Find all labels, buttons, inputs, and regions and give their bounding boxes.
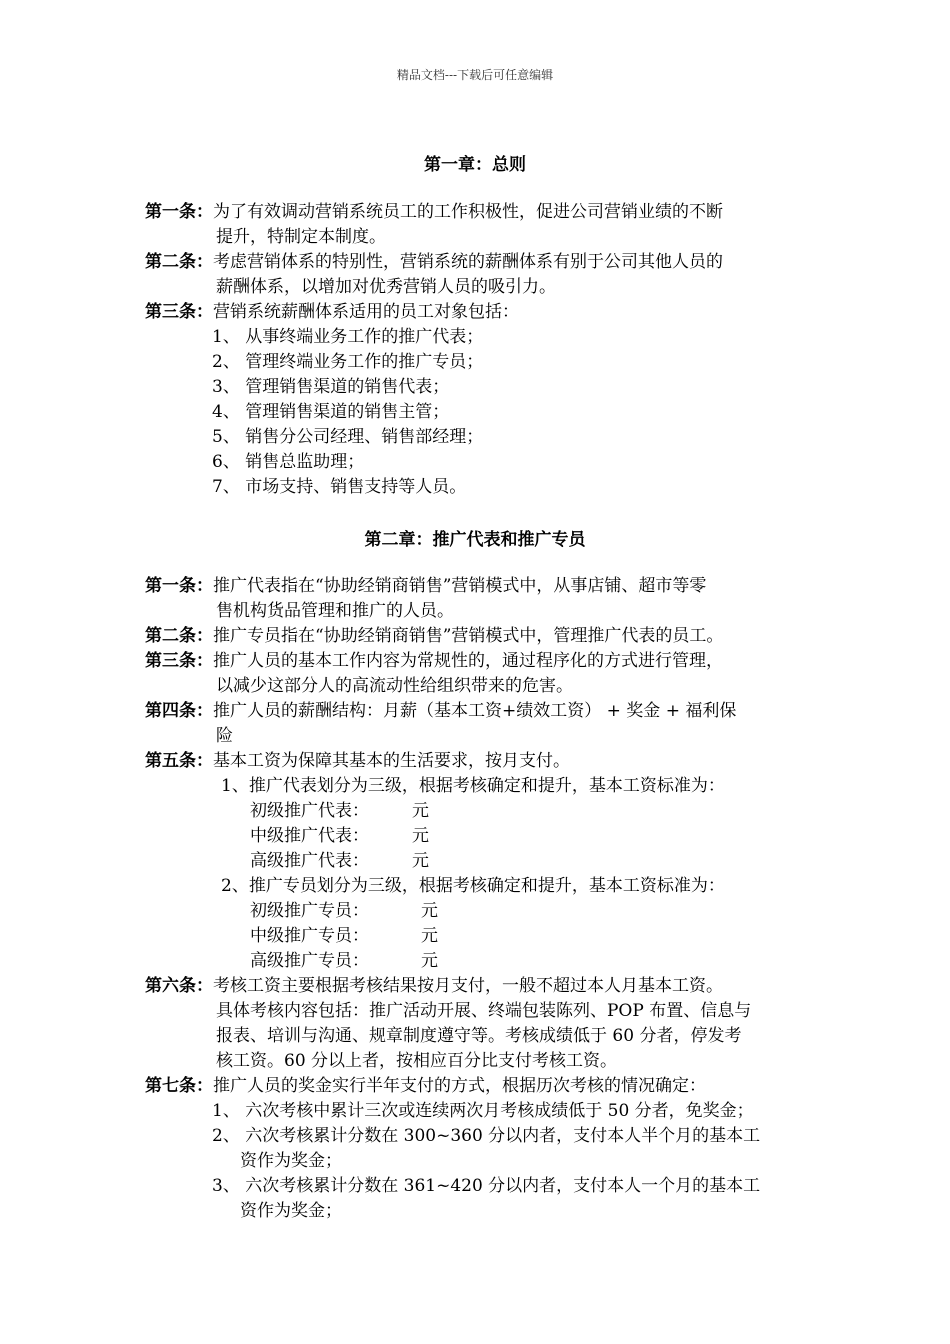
list-item: 1、 从事终端业务工作的推广代表；: [212, 327, 484, 347]
salary-grade: 高级推广专员：: [250, 951, 369, 971]
c2-article-6-line-3: 报表、培训与沟通、规章制度遵守等。考核成绩低于 60 分者，停发考: [216, 1026, 742, 1046]
c2-article-5-line-1: [145, 750, 570, 772]
salary-unit: 元: [421, 951, 438, 971]
article-label: 第五条：: [145, 751, 213, 771]
article-text: 推广专员指在“协助经销商销售”营销模式中，管理推广代表的员工。: [213, 626, 724, 646]
list-item-continuation: 资作为奖金；: [240, 1201, 342, 1221]
article-label: 第一条：: [145, 576, 213, 596]
list-item: 2、 管理终端业务工作的推广专员；: [212, 352, 484, 372]
salary-row: [250, 925, 369, 947]
article-1-line-1: [145, 201, 723, 223]
article-label: 第三条：: [145, 302, 213, 322]
c2-article-6-line-4: 核工资。60 分以上者，按相应百分比支付考核工资。: [216, 1051, 618, 1071]
c2-article-2-line-1: [145, 625, 723, 647]
article-label: 第七条：: [145, 1076, 213, 1096]
list-item: 6、 销售总监助理；: [212, 452, 365, 472]
article-label: 第二条：: [145, 626, 213, 646]
list-item: 7、 市场支持、销售支持等人员。: [212, 477, 467, 497]
c2-article-1-line-2: 售机构货品管理和推广的人员。: [216, 601, 454, 621]
c2-article-4-line-2: 险: [216, 726, 233, 746]
salary-grade: 初级推广代表：: [250, 801, 369, 821]
salary-grade: 高级推广代表：: [250, 851, 369, 871]
list-item: 4、 管理销售渠道的销售主管；: [212, 402, 450, 422]
salary-row: [250, 950, 369, 972]
c2-article-6-line-2: 具体考核内容包括：推广活动开展、终端包装陈列、POP 布置、信息与: [216, 1001, 752, 1021]
c2-article-6-line-1: [145, 975, 723, 997]
article-1-line-2: 提升，特制定本制度。: [216, 227, 386, 247]
salary-row: [250, 900, 369, 922]
article-label: 第六条：: [145, 976, 213, 996]
salary-unit: 元: [421, 901, 438, 921]
list-item: 3、 管理销售渠道的销售代表；: [212, 377, 450, 397]
salary-unit: 元: [412, 801, 429, 821]
salary-unit: 元: [412, 826, 429, 846]
c2-article-7-line-1: [145, 1075, 706, 1097]
article-text: 为了有效调动营销系统员工的工作积极性，促进公司营销业绩的不断: [213, 202, 723, 222]
c2-article-3-line-2: 以减少这部分人的高流动性给组织带来的危害。: [216, 676, 573, 696]
article-text: 基本工资为保障其基本的生活要求，按月支付。: [213, 751, 570, 771]
article-label: 第一条：: [145, 202, 213, 222]
list-item: 1、 六次考核中累计三次或连续两次月考核成绩低于 50 分者，免奖金；: [212, 1101, 754, 1121]
salary-unit: 元: [421, 926, 438, 946]
chapter-2-title: 第二章：推广代表和推广专员: [364, 530, 586, 550]
article-label: 第四条：: [145, 701, 213, 721]
salary-unit: 元: [412, 851, 429, 871]
article-label: 第三条：: [145, 651, 213, 671]
c2-article-1-line-1: [145, 575, 706, 597]
c2-article-5-sub-1: 1、推广代表划分为三级，根据考核确定和提升，基本工资标准为：: [221, 776, 725, 796]
article-text: 推广人员的基本工作内容为常规性的，通过程序化的方式进行管理，: [213, 651, 723, 671]
article-label: 第二条：: [145, 252, 213, 272]
c2-article-5-sub-2: 2、推广专员划分为三级，根据考核确定和提升，基本工资标准为：: [221, 876, 725, 896]
page-header: 精品文档---下载后可任意编辑: [396, 68, 554, 82]
article-2-line-1: [145, 251, 723, 273]
article-text: 考虑营销体系的特别性，营销系统的薪酬体系有别于公司其他人员的: [213, 252, 723, 272]
salary-row: [250, 825, 369, 847]
list-item-continuation: 资作为奖金；: [240, 1151, 342, 1171]
salary-grade: 中级推广代表：: [250, 826, 369, 846]
article-text: 营销系统薪酬体系适用的员工对象包括：: [213, 302, 519, 322]
list-item: 2、 六次考核累计分数在 300~360 分以内者，支付本人半个月的基本工: [212, 1126, 761, 1146]
article-text: 推广人员的奖金实行半年支付的方式，根据历次考核的情况确定：: [213, 1076, 706, 1096]
list-item: 3、 六次考核累计分数在 361~420 分以内者，支付本人一个月的基本工: [212, 1176, 761, 1196]
c2-article-4-line-1: [145, 700, 736, 722]
article-3-line-1: [145, 301, 519, 323]
article-text: 考核工资主要根据考核结果按月支付，一般不超过本人月基本工资。: [213, 976, 723, 996]
article-2-line-2: 薪酬体系，以增加对优秀营销人员的吸引力。: [216, 277, 556, 297]
chapter-1-title: 第一章：总则: [424, 155, 526, 175]
list-item: 5、 销售分公司经理、销售部经理；: [212, 427, 484, 447]
article-text: 推广人员的薪酬结构：月薪（基本工资+绩效工资） + 奖金 + 福利保: [213, 701, 737, 721]
c2-article-3-line-1: [145, 650, 723, 672]
salary-grade: 初级推广专员：: [250, 901, 369, 921]
salary-row: [250, 800, 369, 822]
salary-grade: 中级推广专员：: [250, 926, 369, 946]
salary-row: [250, 850, 369, 872]
article-text: 推广代表指在“协助经销商销售”营销模式中，从事店铺、超市等零: [213, 576, 707, 596]
